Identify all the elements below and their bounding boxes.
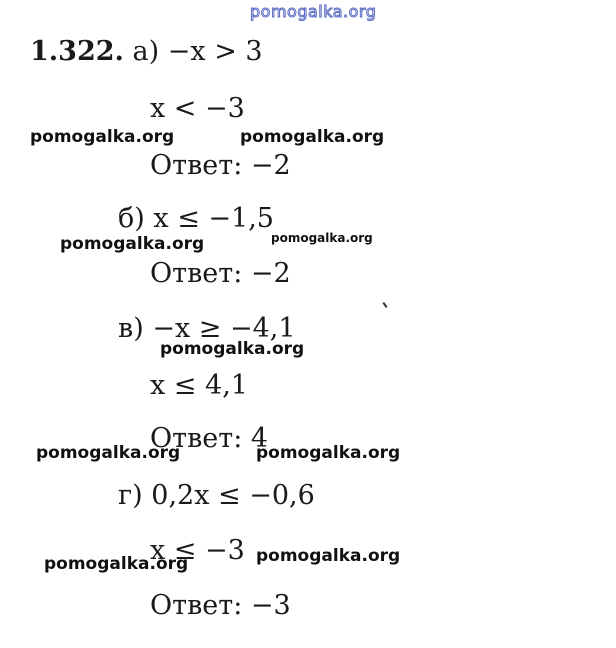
scan-speck: [382, 302, 387, 308]
part-g-answer: Ответ: −3: [150, 590, 291, 621]
part-v-answer: Ответ: 4: [150, 423, 269, 454]
watermark: pomogalka.org: [240, 127, 385, 147]
part-g-condition: 0,2x ≤ −0,6: [151, 480, 315, 511]
problem-number: 1.322.: [30, 36, 124, 67]
part-a-answer: Ответ: −2: [150, 150, 291, 181]
part-b-label: б): [118, 203, 145, 234]
part-v-header: [118, 315, 296, 342]
watermark: pomogalka.org: [160, 339, 305, 359]
watermark: pomogalka.org: [30, 127, 175, 147]
part-a-label: а): [132, 36, 160, 67]
part-b-header: [118, 205, 274, 232]
part-g-label: г): [118, 480, 143, 511]
part-v-label: в): [118, 313, 144, 344]
watermark: pomogalka.org: [60, 234, 205, 254]
watermark-top: pomogalka.org: [250, 2, 377, 21]
part-v-step-1: x ≤ 4,1: [150, 370, 248, 401]
watermark: pomogalka.org: [256, 546, 401, 566]
watermark: pomogalka.org: [256, 443, 401, 463]
part-g-header: [118, 482, 315, 509]
part-a-step-1: x < −3: [150, 93, 245, 124]
part-v-condition: −x ≥ −4,1: [152, 313, 296, 344]
part-a-header: [30, 38, 263, 65]
watermark: pomogalka.org: [271, 231, 373, 245]
part-b-condition: x ≤ −1,5: [153, 203, 274, 234]
watermark: pomogalka.org: [44, 554, 189, 574]
part-g-step-1: x ≤ −3: [150, 535, 245, 566]
part-a-condition: −x > 3: [167, 36, 263, 67]
part-b-answer: Ответ: −2: [150, 258, 291, 289]
watermark: pomogalka.org: [36, 443, 181, 463]
